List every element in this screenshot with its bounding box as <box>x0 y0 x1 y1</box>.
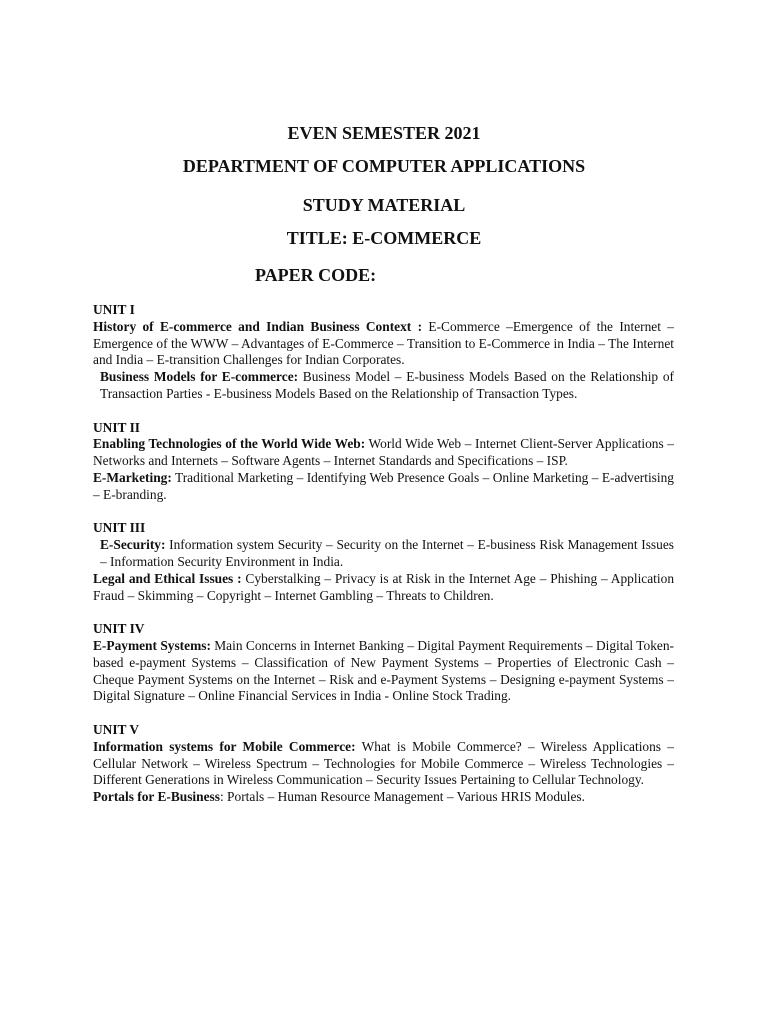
unit-title: UNIT III <box>93 520 146 536</box>
topic-text: Business Model – E-business Models Based on the Relationship of Transaction Parties - E-business Models Based on the Relationship of Transaction Types. <box>100 369 674 401</box>
topic-text: E-Commerce –Emergence of the Internet – Emergence of the WWW – Advantages of E-Commerce – Transition to E-Commerce in India – The Internet and India – E-transition Challenges for Indian Corporates. <box>93 318 675 368</box>
unit-title: UNIT V <box>93 721 140 737</box>
topic-heading: History of E-commerce and Indian Business Context : <box>93 318 423 334</box>
unit-section <box>93 420 674 504</box>
topic-heading: Business Models for E-commerce: <box>100 369 299 385</box>
topic-text: Cyberstalking – Privacy is at Risk in the Internet Age – Phishing – Application Fraud – Skimming – Copyright – Internet Gambling – Threats to Children. <box>93 570 675 603</box>
topic-paragraph <box>93 470 674 504</box>
topic-heading: Information systems for Mobile Commerce: <box>93 738 356 754</box>
topic-text: : Portals – Human Resource Management – Various HRIS Modules. <box>219 789 585 805</box>
topic-paragraph <box>93 739 674 789</box>
topic-heading: E-Marketing: <box>93 469 172 485</box>
course-title: TITLE: E-COMMERCE <box>286 228 482 248</box>
unit-section <box>93 722 674 806</box>
topic-text: Main Concerns in Internet Banking – Digital Payment Requirements – Digital Token-based e-payment Systems – Classification of New Payment Systems – Properties of Electronic Cash – Cheque Payment Systems on the Internet – Risk and e-Payment Systems – Designing e-payment Systems – Digital Signature – Online Financial Services in India - Online Stock Trading. <box>93 637 674 704</box>
unit-section <box>93 302 674 403</box>
topic-paragraph <box>93 789 674 806</box>
topic-paragraph <box>93 436 674 470</box>
topic-paragraph <box>93 571 674 605</box>
topic-paragraph <box>93 319 674 369</box>
syllabus-body <box>93 302 674 823</box>
topic-paragraph <box>93 537 674 571</box>
unit-title: UNIT II <box>93 419 141 435</box>
topic-heading: E-Security: <box>100 537 166 553</box>
unit-title: UNIT I <box>93 302 135 317</box>
semester-heading: EVEN SEMESTER 2021 <box>287 123 481 143</box>
topic-heading: Portals for E-Business <box>93 789 220 805</box>
material-heading: STUDY MATERIAL <box>302 195 466 215</box>
unit-title: UNIT IV <box>93 621 145 637</box>
unit-section <box>93 520 674 604</box>
topic-text: What is Mobile Commerce? – Wireless Applications – Cellular Network – Wireless Spectrum – Technologies for Mobile Commerce – Wireless Technologies – Different Generations in Wireless Communication – Security Issues Pertaining to Cellular Technology. <box>93 738 674 788</box>
topic-heading: Enabling Technologies of the World Wide Web: <box>93 436 366 452</box>
topic-text: Information system Security – Security on the Internet – E-business Risk Management Issues – Information Security Environment in India. <box>100 537 674 569</box>
topic-paragraph <box>93 369 674 403</box>
topic-heading: E-Payment Systems: <box>93 637 211 653</box>
paper-code: PAPER CODE: <box>255 265 377 285</box>
department-heading: DEPARTMENT OF COMPUTER APPLICATIONS <box>182 156 586 176</box>
topic-text: World Wide Web – Internet Client-Server Applications – Networks and Internets – Software Agents – Internet Standards and Specifications – ISP. <box>93 436 674 469</box>
topic-heading: Legal and Ethical Issues : <box>93 570 242 586</box>
topic-text: Traditional Marketing – Identifying Web Presence Goals – Online Marketing – E-advertising – E-branding. <box>93 469 674 502</box>
unit-section <box>93 621 674 705</box>
topic-paragraph <box>93 638 674 705</box>
